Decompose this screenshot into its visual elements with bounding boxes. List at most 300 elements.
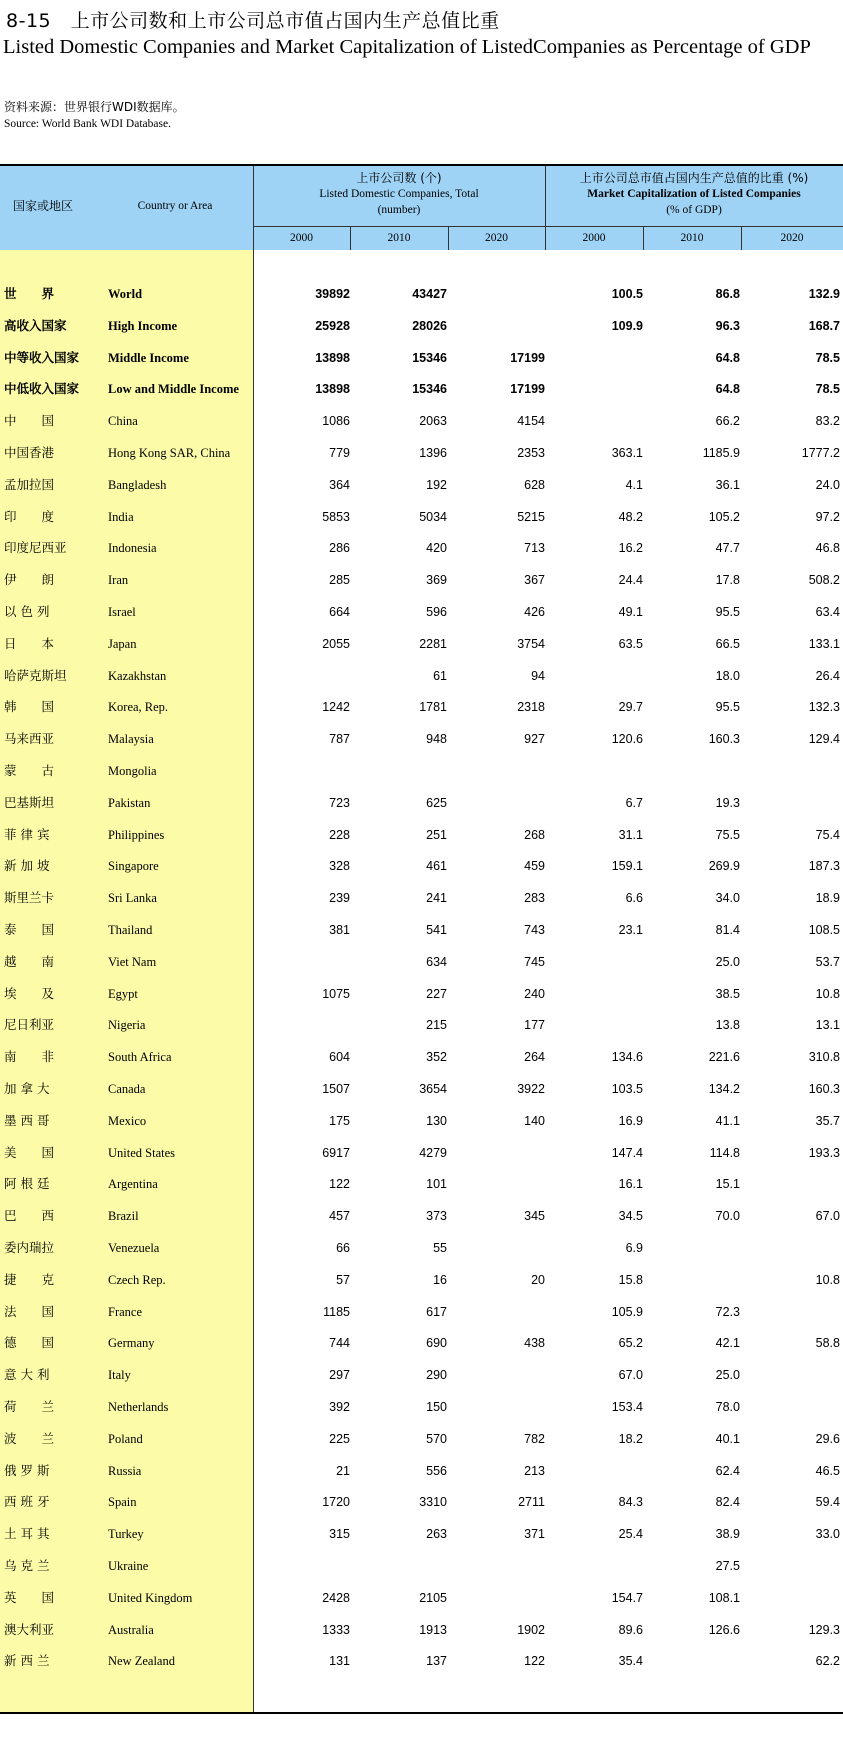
source-note-en: Source: World Bank WDI Database. bbox=[4, 118, 171, 130]
table-row bbox=[0, 850, 843, 882]
table-row bbox=[0, 532, 843, 564]
value-cell: 328 bbox=[329, 859, 350, 874]
country-name-en: Thailand bbox=[108, 923, 153, 937]
header-country-en: Country or Area bbox=[137, 200, 213, 212]
value-cell: 1086 bbox=[322, 414, 350, 429]
country-name-cn: 荷 兰 bbox=[4, 1399, 55, 1414]
country-name-cn: 印度尼西亚 bbox=[4, 540, 67, 556]
value-cell: 46.8 bbox=[815, 541, 840, 556]
value-cell: 283 bbox=[524, 891, 545, 906]
value-cell: 75.5 bbox=[715, 827, 740, 842]
country-name-cn: 中国香港 bbox=[4, 445, 55, 460]
value-cell: 690 bbox=[426, 1336, 447, 1351]
value-cell: 5215 bbox=[517, 509, 545, 524]
value-cell: 664 bbox=[329, 605, 350, 619]
country-name-en: Mongolia bbox=[108, 764, 157, 778]
value-cell: 86.8 bbox=[715, 287, 740, 301]
country-name-en: China bbox=[108, 414, 138, 429]
country-name-cn: 巴基斯坦 bbox=[4, 794, 55, 810]
country-name-en: India bbox=[108, 509, 134, 524]
table-row bbox=[0, 405, 843, 437]
value-cell: 373 bbox=[426, 1209, 447, 1224]
source-note-cn: 资料来源：世界银行WDI数据库。 bbox=[4, 100, 185, 114]
value-cell: 130 bbox=[426, 1113, 447, 1128]
table-row bbox=[0, 564, 843, 596]
header-group1-cn: 上市公司数 (个) bbox=[356, 171, 442, 185]
value-cell: 122 bbox=[524, 1654, 545, 1669]
value-cell: 132.9 bbox=[808, 287, 840, 301]
value-cell: 228 bbox=[329, 827, 350, 842]
value-cell: 33.0 bbox=[815, 1527, 840, 1542]
value-cell: 6.9 bbox=[625, 1241, 643, 1255]
table-row bbox=[0, 1582, 843, 1614]
country-name-cn: 菲 律 宾 bbox=[4, 826, 50, 842]
table-row bbox=[0, 914, 843, 946]
table-row bbox=[0, 1137, 843, 1169]
value-cell: 46.5 bbox=[815, 1463, 840, 1478]
value-cell: 100.5 bbox=[611, 287, 643, 301]
country-name-en: New Zealand bbox=[108, 1654, 175, 1669]
country-name-cn: 以 色 列 bbox=[4, 604, 50, 619]
table-row bbox=[0, 1264, 843, 1296]
value-cell: 13.1 bbox=[815, 1018, 840, 1033]
country-name-cn: 委内瑞拉 bbox=[4, 1240, 55, 1255]
country-name-en: Korea, Rep. bbox=[108, 700, 169, 715]
header-group2-en: Market Capitalization of Listed Companies bbox=[587, 188, 801, 200]
country-name-en: World bbox=[108, 287, 143, 301]
value-cell: 713 bbox=[524, 541, 545, 556]
country-name-en: Turkey bbox=[108, 1527, 144, 1542]
country-name-en: Australia bbox=[108, 1622, 154, 1637]
value-cell: 6.6 bbox=[625, 891, 643, 906]
value-cell: 10.8 bbox=[815, 986, 840, 1001]
value-cell: 264 bbox=[524, 1050, 545, 1065]
country-name-en: Spain bbox=[108, 1495, 137, 1510]
value-cell: 175 bbox=[329, 1113, 350, 1128]
country-name-cn: 泰 国 bbox=[4, 922, 55, 937]
value-cell: 35.7 bbox=[815, 1113, 840, 1128]
country-name-cn: 波 兰 bbox=[4, 1430, 55, 1446]
country-name-en: Ukraine bbox=[108, 1559, 149, 1573]
value-cell: 743 bbox=[524, 923, 545, 937]
country-name-en: Netherlands bbox=[108, 1400, 169, 1414]
header-year: 2010 bbox=[387, 232, 411, 244]
value-cell: 122 bbox=[329, 1177, 350, 1192]
value-cell: 310.8 bbox=[808, 1050, 840, 1065]
value-cell: 153.4 bbox=[611, 1400, 643, 1414]
table-row bbox=[0, 278, 843, 310]
value-cell: 782 bbox=[524, 1431, 545, 1446]
value-cell: 126.6 bbox=[708, 1622, 740, 1637]
value-cell: 617 bbox=[426, 1304, 447, 1319]
value-cell: 15.8 bbox=[618, 1272, 643, 1287]
value-cell: 367 bbox=[524, 573, 545, 588]
country-name-en: United States bbox=[108, 1145, 176, 1160]
value-cell: 263 bbox=[426, 1527, 447, 1542]
table-row bbox=[0, 787, 843, 819]
value-cell: 36.1 bbox=[715, 477, 740, 492]
country-name-cn: 哈萨克斯坦 bbox=[4, 667, 67, 683]
country-name-en: Canada bbox=[108, 1082, 146, 1096]
page-title-en: Listed Domestic Companies and Market Capitalization of ListedCompanies as Percentage of GDP bbox=[3, 36, 811, 58]
table-row bbox=[0, 1327, 843, 1359]
value-cell: 570 bbox=[426, 1431, 447, 1446]
country-name-en: Brazil bbox=[108, 1209, 139, 1224]
table-row bbox=[0, 469, 843, 501]
value-cell: 345 bbox=[524, 1209, 545, 1224]
value-cell: 1396 bbox=[419, 446, 447, 460]
value-cell: 1185.9 bbox=[702, 446, 740, 460]
value-cell: 369 bbox=[426, 573, 447, 588]
value-cell: 26.4 bbox=[815, 668, 840, 683]
value-cell: 438 bbox=[524, 1336, 545, 1351]
country-name-en: Middle Income bbox=[108, 350, 189, 365]
value-cell: 193.3 bbox=[808, 1145, 840, 1160]
value-cell: 461 bbox=[426, 859, 447, 874]
value-cell: 5034 bbox=[419, 509, 447, 524]
value-cell: 160.3 bbox=[708, 732, 740, 747]
value-cell: 140 bbox=[524, 1113, 545, 1128]
value-cell: 948 bbox=[426, 732, 447, 747]
value-cell: 13.8 bbox=[715, 1018, 740, 1033]
table-row bbox=[0, 660, 843, 692]
table-row bbox=[0, 437, 843, 469]
table-row bbox=[0, 1073, 843, 1105]
country-name-en: Germany bbox=[108, 1336, 155, 1351]
value-cell: 75.4 bbox=[815, 827, 840, 842]
country-name-cn: 斯里兰卡 bbox=[4, 890, 55, 906]
country-name-en: High Income bbox=[108, 318, 178, 333]
value-cell: 239 bbox=[329, 891, 350, 906]
table-row bbox=[0, 501, 843, 533]
country-name-cn: 韩 国 bbox=[4, 699, 55, 715]
value-cell: 63.4 bbox=[815, 605, 840, 619]
value-cell: 745 bbox=[524, 954, 545, 969]
value-cell: 39892 bbox=[315, 287, 350, 301]
value-cell: 95.5 bbox=[715, 700, 740, 715]
country-name-cn: 中 国 bbox=[4, 413, 55, 429]
country-name-cn: 日 本 bbox=[4, 635, 55, 651]
value-cell: 96.3 bbox=[715, 318, 740, 333]
value-cell: 109.9 bbox=[611, 318, 643, 333]
header-year: 2000 bbox=[290, 232, 313, 244]
value-cell: 541 bbox=[426, 923, 447, 937]
country-name-en: Philippines bbox=[108, 827, 165, 842]
country-name-cn: 意 大 利 bbox=[4, 1367, 50, 1383]
value-cell: 84.3 bbox=[618, 1495, 643, 1510]
value-cell: 108.5 bbox=[808, 923, 840, 937]
value-cell: 64.8 bbox=[715, 350, 740, 365]
value-cell: 120.6 bbox=[611, 732, 643, 747]
value-cell: 133.1 bbox=[808, 636, 840, 651]
table-row bbox=[0, 1550, 843, 1582]
country-name-en: Hong Kong SAR, China bbox=[108, 446, 231, 460]
country-name-en: Mexico bbox=[108, 1113, 147, 1128]
table-row bbox=[0, 1009, 843, 1041]
value-cell: 94 bbox=[531, 668, 545, 683]
value-cell: 61 bbox=[433, 668, 447, 683]
value-cell: 18.0 bbox=[715, 668, 740, 683]
table-row bbox=[0, 1391, 843, 1423]
value-cell: 17.8 bbox=[715, 573, 740, 588]
value-cell: 4279 bbox=[419, 1145, 447, 1160]
value-cell: 363.1 bbox=[611, 446, 643, 460]
country-name-en: Italy bbox=[108, 1368, 131, 1383]
value-cell: 927 bbox=[524, 732, 545, 747]
value-cell: 16.9 bbox=[618, 1113, 643, 1128]
value-cell: 55 bbox=[433, 1241, 447, 1255]
value-cell: 34.0 bbox=[715, 891, 740, 906]
value-cell: 29.6 bbox=[815, 1431, 840, 1446]
value-cell: 95.5 bbox=[715, 605, 740, 619]
country-name-en: Bangladesh bbox=[108, 477, 167, 492]
value-cell: 70.0 bbox=[715, 1209, 740, 1224]
value-cell: 634 bbox=[426, 954, 447, 969]
country-name-cn: 中低收入国家 bbox=[4, 381, 80, 397]
value-cell: 27.5 bbox=[715, 1559, 740, 1573]
country-name-cn: 美 国 bbox=[4, 1144, 55, 1160]
value-cell: 285 bbox=[329, 573, 350, 588]
value-cell: 16.2 bbox=[618, 541, 643, 556]
value-cell: 82.4 bbox=[715, 1495, 740, 1510]
country-name-en: Singapore bbox=[108, 859, 159, 874]
value-cell: 20 bbox=[531, 1272, 545, 1287]
value-cell: 187.3 bbox=[808, 859, 840, 874]
country-name-en: Venezuela bbox=[108, 1241, 160, 1255]
value-cell: 192 bbox=[426, 477, 447, 492]
country-name-cn: 印 度 bbox=[4, 508, 55, 524]
value-cell: 131 bbox=[329, 1654, 350, 1669]
value-cell: 459 bbox=[524, 859, 545, 874]
country-name-en: Nigeria bbox=[108, 1018, 146, 1033]
country-name-cn: 捷 克 bbox=[4, 1271, 55, 1287]
value-cell: 38.9 bbox=[715, 1527, 740, 1542]
country-name-en: Egypt bbox=[108, 986, 138, 1001]
value-cell: 15.1 bbox=[715, 1177, 740, 1192]
value-cell: 38.5 bbox=[715, 986, 740, 1001]
country-name-cn: 法 国 bbox=[4, 1303, 55, 1319]
table-row bbox=[0, 310, 843, 342]
value-cell: 213 bbox=[524, 1463, 545, 1478]
value-cell: 16 bbox=[433, 1272, 447, 1287]
value-cell: 3922 bbox=[517, 1082, 545, 1096]
value-cell: 15346 bbox=[412, 350, 447, 365]
value-cell: 63.5 bbox=[618, 636, 643, 651]
value-cell: 625 bbox=[426, 795, 447, 810]
value-cell: 2281 bbox=[419, 636, 447, 651]
table-row bbox=[0, 755, 843, 787]
country-name-en: Japan bbox=[108, 636, 137, 651]
country-name-en: Argentina bbox=[108, 1177, 158, 1192]
value-cell: 134.2 bbox=[708, 1082, 740, 1096]
table-row bbox=[0, 978, 843, 1010]
value-cell: 5853 bbox=[322, 509, 350, 524]
value-cell: 371 bbox=[524, 1527, 545, 1542]
value-cell: 1902 bbox=[517, 1622, 545, 1637]
value-cell: 1913 bbox=[419, 1622, 447, 1637]
header-year: 2000 bbox=[582, 232, 606, 244]
value-cell: 227 bbox=[426, 986, 447, 1001]
value-cell: 114.8 bbox=[709, 1145, 740, 1160]
value-cell: 129.4 bbox=[808, 732, 840, 747]
value-cell: 6.7 bbox=[625, 795, 643, 810]
value-cell: 24.4 bbox=[618, 573, 643, 588]
value-cell: 15346 bbox=[412, 382, 447, 397]
table-row bbox=[0, 1486, 843, 1518]
table-row bbox=[0, 1455, 843, 1487]
value-cell: 221.6 bbox=[708, 1050, 740, 1065]
country-name-cn: 新 加 坡 bbox=[4, 858, 50, 874]
country-name-cn: 马来西亚 bbox=[4, 731, 55, 747]
header-group1-unit: (number) bbox=[377, 204, 421, 216]
value-cell: 137 bbox=[426, 1654, 447, 1669]
value-cell: 426 bbox=[524, 605, 545, 619]
value-cell: 1720 bbox=[322, 1495, 350, 1510]
value-cell: 13898 bbox=[315, 350, 350, 365]
country-name-en: Iran bbox=[108, 573, 129, 588]
header-group2-cn: 上市公司总市值占国内生产总值的比重 (%) bbox=[579, 171, 809, 185]
country-name-cn: 越 南 bbox=[4, 953, 55, 969]
value-cell: 19.3 bbox=[715, 795, 740, 810]
value-cell: 240 bbox=[524, 986, 545, 1001]
value-cell: 13898 bbox=[315, 382, 350, 397]
country-name-en: Viet Nam bbox=[108, 954, 157, 969]
value-cell: 129.3 bbox=[808, 1622, 840, 1637]
value-cell: 59.4 bbox=[815, 1495, 840, 1510]
value-cell: 25.4 bbox=[618, 1527, 643, 1542]
value-cell: 159.1 bbox=[611, 859, 643, 874]
value-cell: 392 bbox=[329, 1400, 350, 1414]
value-cell: 628 bbox=[524, 477, 545, 492]
value-cell: 147.4 bbox=[611, 1145, 643, 1160]
country-name-cn: 加 拿 大 bbox=[4, 1081, 50, 1096]
value-cell: 57 bbox=[336, 1272, 350, 1287]
value-cell: 64.8 bbox=[715, 382, 740, 397]
value-cell: 21 bbox=[336, 1463, 350, 1478]
table-row bbox=[0, 723, 843, 755]
country-name-en: Sri Lanka bbox=[108, 891, 157, 906]
table-row bbox=[0, 1105, 843, 1137]
header-year: 2020 bbox=[485, 232, 508, 244]
value-cell: 297 bbox=[329, 1368, 350, 1383]
table-header bbox=[0, 166, 843, 250]
table-body bbox=[0, 250, 843, 1712]
value-cell: 225 bbox=[329, 1431, 350, 1446]
value-cell: 47.7 bbox=[715, 541, 740, 556]
country-name-en: South Africa bbox=[108, 1050, 172, 1065]
table-row bbox=[0, 1168, 843, 1200]
value-cell: 78.5 bbox=[815, 382, 840, 397]
value-cell: 744 bbox=[329, 1336, 350, 1351]
value-cell: 3310 bbox=[419, 1495, 447, 1510]
table-row bbox=[0, 819, 843, 851]
value-cell: 43427 bbox=[412, 287, 447, 301]
value-cell: 381 bbox=[329, 923, 350, 937]
value-cell: 40.1 bbox=[715, 1431, 740, 1446]
value-cell: 2428 bbox=[322, 1590, 350, 1605]
country-name-cn: 德 国 bbox=[4, 1335, 55, 1351]
value-cell: 58.8 bbox=[815, 1336, 840, 1351]
table-row bbox=[0, 1518, 843, 1550]
country-name-en: Kazakhstan bbox=[108, 668, 167, 683]
value-cell: 508.2 bbox=[808, 573, 840, 588]
value-cell: 290 bbox=[426, 1368, 447, 1383]
value-cell: 1507 bbox=[322, 1082, 350, 1096]
value-cell: 67.0 bbox=[618, 1368, 643, 1383]
table-row bbox=[0, 946, 843, 978]
table-row bbox=[0, 882, 843, 914]
value-cell: 1242 bbox=[322, 700, 350, 715]
value-cell: 723 bbox=[329, 795, 350, 810]
value-cell: 150 bbox=[426, 1400, 447, 1414]
value-cell: 62.4 bbox=[715, 1463, 740, 1478]
value-cell: 78.5 bbox=[815, 350, 840, 365]
country-name-cn: 南 非 bbox=[4, 1049, 55, 1065]
value-cell: 1781 bbox=[419, 700, 447, 715]
value-cell: 53.7 bbox=[815, 954, 840, 969]
header-group1-en: Listed Domestic Companies, Total bbox=[319, 188, 479, 200]
value-cell: 23.1 bbox=[618, 923, 643, 937]
country-name-en: Poland bbox=[108, 1431, 143, 1446]
value-cell: 604 bbox=[329, 1050, 350, 1065]
value-cell: 28026 bbox=[412, 318, 447, 333]
value-cell: 101 bbox=[426, 1177, 447, 1192]
country-name-en: Czech Rep. bbox=[108, 1272, 166, 1287]
value-cell: 31.1 bbox=[618, 827, 643, 842]
value-cell: 29.7 bbox=[618, 700, 643, 715]
value-cell: 17199 bbox=[510, 382, 545, 397]
value-cell: 168.7 bbox=[808, 318, 840, 333]
country-name-cn: 孟加拉国 bbox=[4, 476, 55, 492]
value-cell: 596 bbox=[426, 605, 447, 619]
value-cell: 3654 bbox=[419, 1082, 447, 1096]
table-row bbox=[0, 1041, 843, 1073]
value-cell: 1075 bbox=[322, 986, 350, 1001]
value-cell: 35.4 bbox=[618, 1654, 643, 1669]
table-row bbox=[0, 373, 843, 405]
country-name-cn: 土 耳 其 bbox=[4, 1526, 50, 1542]
table-row bbox=[0, 1200, 843, 1232]
country-name-cn: 埃 及 bbox=[4, 985, 55, 1001]
value-cell: 41.1 bbox=[715, 1113, 740, 1128]
value-cell: 34.5 bbox=[618, 1209, 643, 1224]
table-bottom-rule bbox=[0, 1712, 843, 1714]
value-cell: 72.3 bbox=[715, 1304, 740, 1319]
value-cell: 160.3 bbox=[808, 1082, 840, 1096]
value-cell: 3754 bbox=[517, 636, 545, 651]
value-cell: 2063 bbox=[419, 414, 447, 429]
country-name-cn: 世 界 bbox=[4, 286, 55, 301]
country-name-cn: 中等收入国家 bbox=[4, 349, 80, 365]
table-row bbox=[0, 1645, 843, 1677]
value-cell: 66 bbox=[336, 1241, 350, 1255]
country-name-en: Russia bbox=[108, 1463, 142, 1478]
country-name-en: Indonesia bbox=[108, 541, 157, 556]
country-name-cn: 俄 罗 斯 bbox=[4, 1462, 50, 1478]
value-cell: 25928 bbox=[315, 318, 350, 333]
country-name-cn: 阿 根 廷 bbox=[4, 1176, 50, 1192]
value-cell: 364 bbox=[329, 477, 350, 492]
value-cell: 108.1 bbox=[708, 1590, 740, 1605]
country-name-en: Low and Middle Income bbox=[108, 382, 239, 397]
value-cell: 556 bbox=[426, 1463, 447, 1478]
value-cell: 97.2 bbox=[815, 509, 840, 524]
value-cell: 132.3 bbox=[808, 700, 840, 715]
value-cell: 10.8 bbox=[815, 1272, 840, 1287]
value-cell: 2318 bbox=[517, 700, 545, 715]
table-row bbox=[0, 1232, 843, 1264]
value-cell: 2055 bbox=[322, 636, 350, 651]
